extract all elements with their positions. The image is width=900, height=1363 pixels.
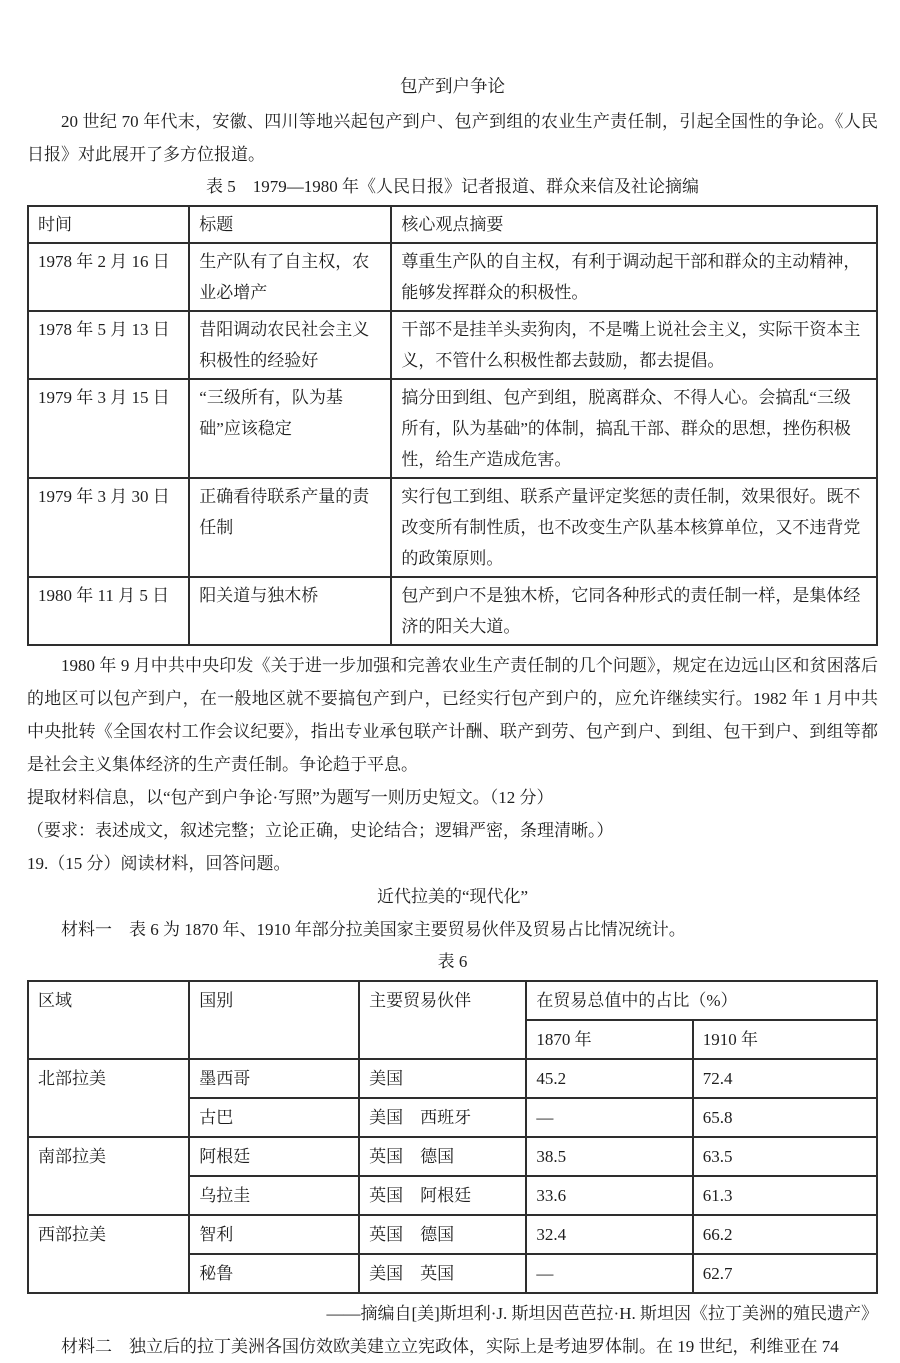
table6-cell-region: 南部拉美 (28, 1137, 189, 1215)
table5-cell-summary: 实行包工到组、联系产量评定奖惩的责任制，效果很好。既不改变所有制性质，也不改变生产队基本核算单位，又不违背党的政策原则。 (391, 478, 877, 577)
table6-cell-1910: 65.8 (693, 1098, 877, 1137)
table6-cell-1870: 45.2 (526, 1059, 692, 1098)
table6-header-country: 国别 (189, 981, 359, 1059)
table6-cell-1910: 62.7 (693, 1254, 877, 1293)
requirements-line: （要求：表述成文，叙述完整；立论正确，史论结合；逻辑严密，条理清晰。） (27, 821, 614, 840)
table6-header-partners: 主要贸易伙伴 (359, 981, 526, 1059)
question-19-line: 19.（15 分）阅读材料，回答问题。 (27, 854, 291, 873)
table5-row (28, 577, 877, 645)
table5-cell-time: 1979 年 3 月 30 日 (28, 478, 189, 577)
table6-cell-1870: — (526, 1098, 692, 1137)
table5-cell-time: 1980 年 11 月 5 日 (28, 577, 189, 645)
table5-cell-summary: 包产到户不是独木桥，它同各种形式的责任制一样，是集体经济的阳关大道。 (391, 577, 877, 645)
table5-row (28, 311, 877, 379)
table6-cell-region: 北部拉美 (28, 1059, 189, 1137)
table6-row (28, 1137, 877, 1176)
table5-header-row (28, 206, 877, 243)
table6-cell-1870: 33.6 (526, 1176, 692, 1215)
table5-cell-title: 正确看待联系产量的责任制 (189, 478, 391, 577)
essay-title: 包产到户争论 (400, 76, 505, 96)
table6-header-row-1 (28, 981, 877, 1020)
table6-cell-partners: 英国 德国 (359, 1215, 526, 1254)
table6-cell-1870: 38.5 (526, 1137, 692, 1176)
table6-cell-1910: 61.3 (693, 1176, 877, 1215)
table6-cell-1910: 72.4 (693, 1059, 877, 1098)
table5 (27, 205, 878, 646)
table5-cell-time: 1979 年 3 月 15 日 (28, 379, 189, 478)
table6-row (28, 1215, 877, 1254)
table5-cell-time: 1978 年 5 月 13 日 (28, 311, 189, 379)
table5-cell-summary: 干部不是挂羊头卖狗肉，不是嘴上说社会主义，实际干资本主义，不管什么积极性都去鼓励，都去提倡。 (391, 311, 877, 379)
attribution-line: ——摘编自[美]斯坦利·J. 斯坦因芭芭拉·H. 斯坦因《拉丁美洲的殖民遗产》 (326, 1304, 878, 1323)
table6-header-1870: 1870 年 (526, 1020, 692, 1059)
table5-cell-summary: 搞分田到组、包产到组，脱离群众、不得人心。会搞乱“三级所有，队为基础”的体制，搞乱干部、群众的思想，挫伤积极性，给生产造成危害。 (391, 379, 877, 478)
table5-row (28, 243, 877, 311)
table6-cell-1910: 63.5 (693, 1137, 877, 1176)
table6-cell-country: 乌拉圭 (189, 1176, 359, 1215)
table6-cell-country: 智利 (189, 1215, 359, 1254)
table6-cell-country: 阿根廷 (189, 1137, 359, 1176)
intro-paragraph: 20 世纪 70 年代末，安徽、四川等地兴起包产到户、包产到组的农业生产责任制，引起全国性的争论。《人民日报》对此展开了多方位报道。 (27, 112, 878, 164)
table5-header-title: 标题 (189, 206, 391, 243)
table5-cell-title: 生产队有了自主权，农业必增产 (189, 243, 391, 311)
table5-header-time: 时间 (28, 206, 189, 243)
task-line: 提取材料信息，以“包产到户争论·写照”为题写一则历史短文。（12 分） (27, 788, 554, 807)
table6-cell-partners: 英国 德国 (359, 1137, 526, 1176)
table6-header-share: 在贸易总值中的占比（%） (526, 981, 877, 1020)
section-title: 近代拉美的“现代化” (376, 887, 529, 906)
table5-caption: 表 5 1979—1980 年《人民日报》记者报道、群众来信及社论摘编 (206, 177, 699, 196)
table5-cell-title: “三级所有，队为基础”应该稳定 (189, 379, 391, 478)
table5-cell-title: 昔阳调动农民社会主义积极性的经验好 (189, 311, 391, 379)
table5-cell-summary: 尊重生产队的自主权，有利于调动起干部和群众的主动精神，能够发挥群众的积极性。 (391, 243, 877, 311)
table6-caption: 表 6 (437, 952, 468, 971)
material-2-line: 材料二 独立后的拉丁美洲各国仿效欧美建立立宪政体，实际上是考迪罗体制。在 19 世纪，利维亚在 74 (61, 1337, 839, 1356)
table6-cell-country: 秘鲁 (189, 1254, 359, 1293)
table6-cell-partners: 英国 阿根廷 (359, 1176, 526, 1215)
table6-cell-1870: 32.4 (526, 1215, 692, 1254)
table6-cell-partners: 美国 (359, 1059, 526, 1098)
table6-row (28, 1059, 877, 1098)
table6-cell-1910: 66.2 (693, 1215, 877, 1254)
table6-cell-1870: — (526, 1254, 692, 1293)
table6-cell-partners: 美国 英国 (359, 1254, 526, 1293)
table5-cell-title: 阳关道与独木桥 (189, 577, 391, 645)
table6-cell-country: 墨西哥 (189, 1059, 359, 1098)
table5-row (28, 478, 877, 577)
table6-cell-partners: 美国 西班牙 (359, 1098, 526, 1137)
table6-cell-country: 古巴 (189, 1098, 359, 1137)
material-1-line: 材料一 表 6 为 1870 年、1910 年部分拉美国家主要贸易伙伴及贸易占比情况统计。 (61, 920, 686, 939)
table6 (27, 980, 878, 1294)
table6-cell-region: 西部拉美 (28, 1215, 189, 1293)
table6-header-1910: 1910 年 (693, 1020, 877, 1059)
table5-header-summary: 核心观点摘要 (391, 206, 877, 243)
table5-row (28, 379, 877, 478)
policy-paragraph: 1980 年 9 月中共中央印发《关于进一步加强和完善农业生产责任制的几个问题》，规定在边远山区和贫困落后的地区可以包产到户，在一般地区就不要搞包产到户，已经实行包产到户的，应允许继续实行。1982 年 1 月中共中央批转《全国农村工作会议纪要》，指出专业承包联产计酬、联产到劳、包产到户、到组、包干到户、到组等都是社会主义集体经济的生产责任制。争论趋于平息。 (27, 656, 878, 774)
table5-cell-time: 1978 年 2 月 16 日 (28, 243, 189, 311)
table6-header-region: 区域 (28, 981, 189, 1059)
